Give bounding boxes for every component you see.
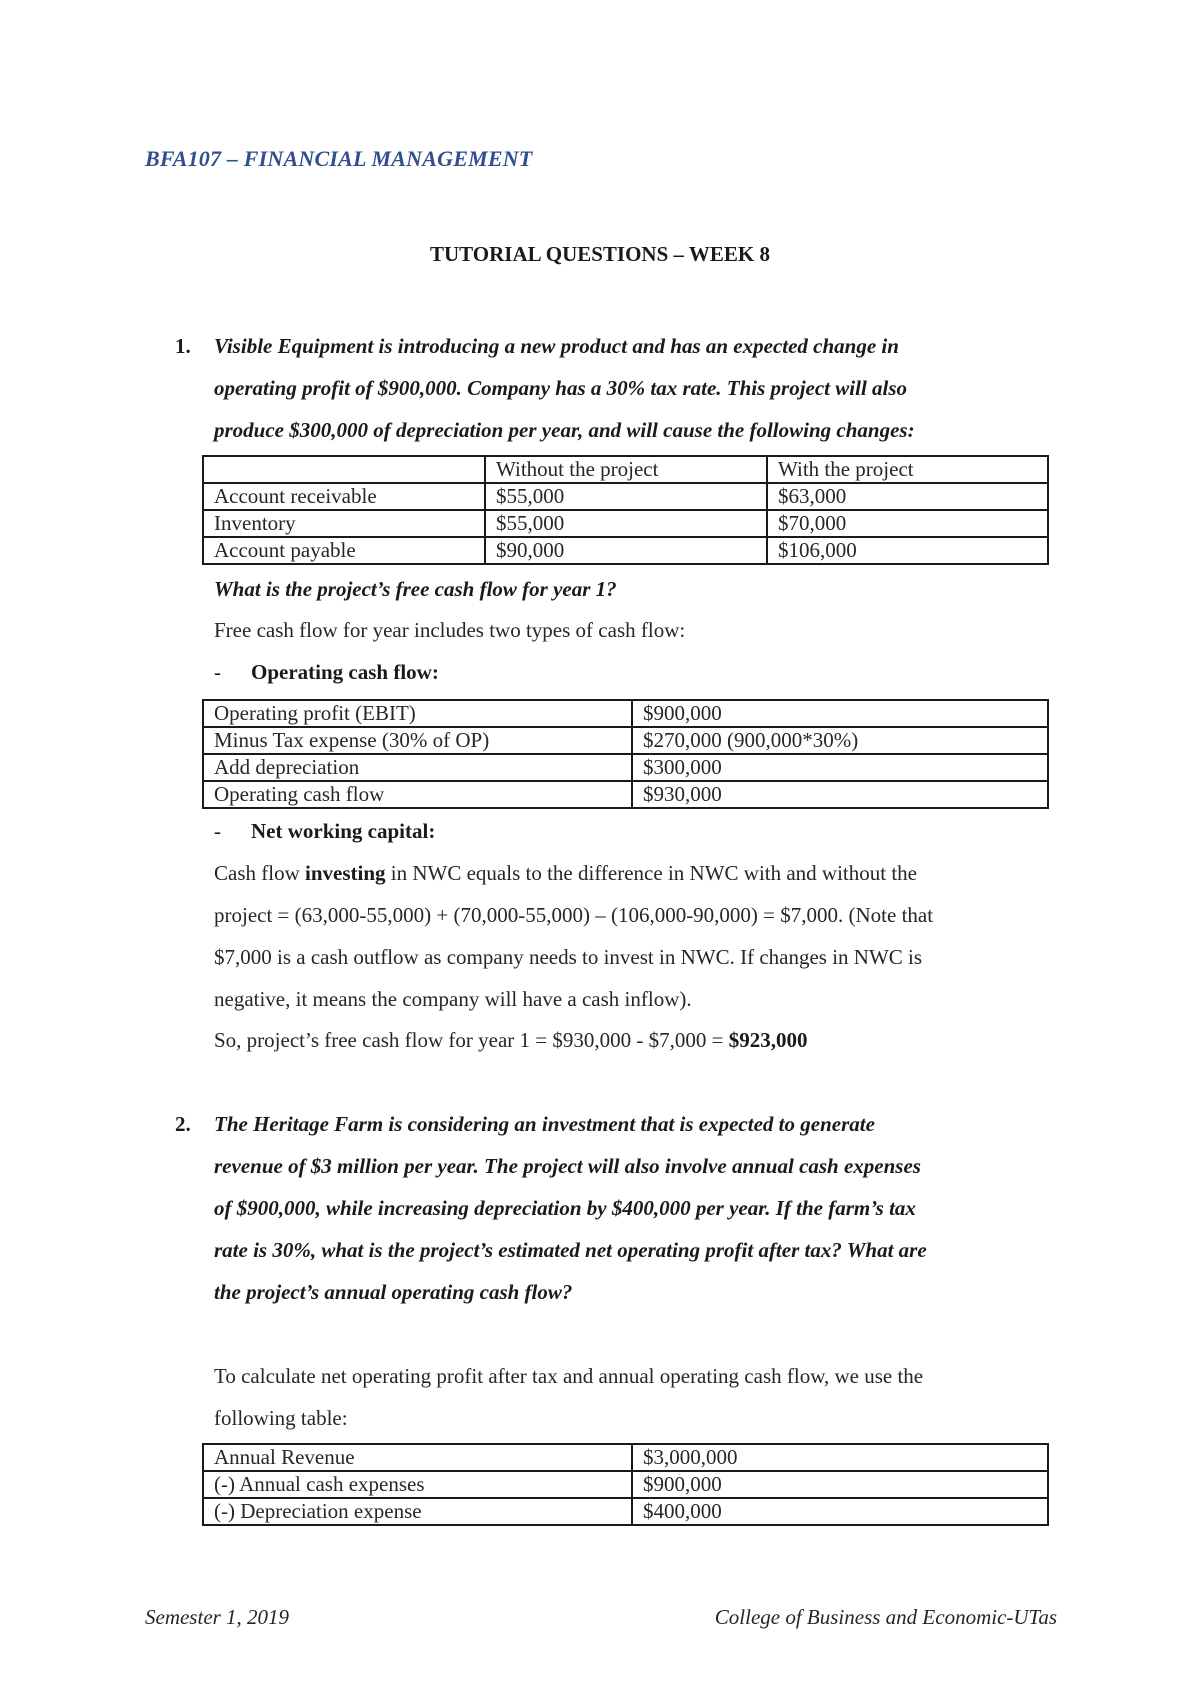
fcf-result: $923,000 bbox=[728, 1028, 808, 1052]
table-row bbox=[203, 754, 1048, 781]
nwc-heading bbox=[214, 819, 435, 844]
question-2-line: of $900,000, while increasing depreciation by $400,000 per year. If the farm’s tax bbox=[214, 1196, 916, 1220]
table-row bbox=[203, 727, 1048, 754]
table-cell: $106,000 bbox=[767, 537, 1048, 564]
text-run: Cash flow bbox=[214, 861, 305, 885]
table-cell: $930,000 bbox=[632, 781, 1048, 808]
table-row bbox=[203, 1444, 1048, 1471]
table-row bbox=[203, 700, 1048, 727]
table-cell: (-) Annual cash expenses bbox=[203, 1471, 632, 1498]
bullet-dash: - bbox=[214, 660, 221, 684]
question-2-line: the project’s annual operating cash flow? bbox=[214, 1280, 573, 1304]
table-cell bbox=[203, 456, 485, 483]
table-cell: $70,000 bbox=[767, 510, 1048, 537]
nwc-paragraph-line: negative, it means the company will have a cash inflow). bbox=[214, 987, 692, 1011]
table-cell: $55,000 bbox=[485, 510, 767, 537]
table-cell: $270,000 (900,000*30%) bbox=[632, 727, 1048, 754]
ocf-heading bbox=[214, 660, 439, 685]
table-header-row bbox=[203, 456, 1048, 483]
question-2-line: revenue of $3 million per year. The project will also involve annual cash expenses bbox=[214, 1154, 921, 1178]
table-cell: Account payable bbox=[203, 537, 485, 564]
table-cell: Add depreciation bbox=[203, 754, 632, 781]
table-cell: $900,000 bbox=[632, 1471, 1048, 1498]
question-2-line: The Heritage Farm is considering an investment that is expected to generate bbox=[214, 1112, 875, 1136]
question-2-number: 2. bbox=[175, 1112, 191, 1136]
table-cell: Without the project bbox=[485, 456, 767, 483]
table-cell: Account receivable bbox=[203, 483, 485, 510]
fcf-conclusion bbox=[214, 1028, 807, 1053]
fcf-intro: Free cash flow for year includes two types of cash flow: bbox=[214, 618, 686, 642]
revenue-expense-table bbox=[202, 1443, 1049, 1526]
nwc-paragraph-line: project = (63,000-55,000) + (70,000-55,000) – (106,000-90,000) = $7,000. (Note that bbox=[214, 903, 934, 927]
bullet-dash: - bbox=[214, 819, 221, 843]
table-cell: $63,000 bbox=[767, 483, 1048, 510]
table-cell: (-) Depreciation expense bbox=[203, 1498, 632, 1525]
footer-college: College of Business and Economic-UTas bbox=[714, 1605, 1057, 1629]
nwc-paragraph-line: $7,000 is a cash outflow as company needs to invest in NWC. If changes in NWC is bbox=[214, 945, 923, 969]
course-title: BFA107 – FINANCIAL MANAGEMENT bbox=[145, 146, 533, 171]
table-cell: $900,000 bbox=[632, 700, 1048, 727]
nwc-heading-text: Net working capital: bbox=[251, 819, 436, 843]
table-cell: With the project bbox=[767, 456, 1048, 483]
question-1-number: 1. bbox=[175, 334, 191, 358]
working-capital-table bbox=[202, 455, 1049, 565]
table-row bbox=[203, 537, 1048, 564]
question-1-line: operating profit of $900,000. Company has a 30% tax rate. This project will also bbox=[214, 376, 908, 400]
table-cell: $300,000 bbox=[632, 754, 1048, 781]
text-run-bold: investing bbox=[305, 861, 386, 885]
question-1-prompt: What is the project’s free cash flow for year 1? bbox=[214, 577, 617, 601]
table-cell: Operating cash flow bbox=[203, 781, 632, 808]
table-row bbox=[203, 781, 1048, 808]
table-cell: $55,000 bbox=[485, 483, 767, 510]
nwc-paragraph-line bbox=[214, 861, 917, 886]
q2-intro-line: following table: bbox=[214, 1406, 348, 1430]
question-2-line: rate is 30%, what is the project’s estimated net operating profit after tax? What are bbox=[214, 1238, 927, 1262]
table-cell: Annual Revenue bbox=[203, 1444, 632, 1471]
ocf-heading-text: Operating cash flow: bbox=[251, 660, 439, 684]
operating-cash-flow-table bbox=[202, 699, 1049, 809]
table-row bbox=[203, 1471, 1048, 1498]
tutorial-title: TUTORIAL QUESTIONS – WEEK 8 bbox=[430, 242, 770, 266]
question-1-line: produce $300,000 of depreciation per year, and will cause the following changes: bbox=[214, 418, 915, 442]
text-run: So, project’s free cash flow for year 1 = $930,000 - $7,000 = bbox=[214, 1028, 729, 1052]
table-row bbox=[203, 1498, 1048, 1525]
table-cell: $400,000 bbox=[632, 1498, 1048, 1525]
table-cell: Minus Tax expense (30% of OP) bbox=[203, 727, 632, 754]
text-run: in NWC equals to the difference in NWC with and without the bbox=[385, 861, 918, 885]
table-row bbox=[203, 483, 1048, 510]
table-cell: $3,000,000 bbox=[632, 1444, 1048, 1471]
table-cell: Operating profit (EBIT) bbox=[203, 700, 632, 727]
table-cell: Inventory bbox=[203, 510, 485, 537]
table-row bbox=[203, 510, 1048, 537]
footer-semester: Semester 1, 2019 bbox=[145, 1605, 290, 1629]
question-1-line: Visible Equipment is introducing a new product and has an expected change in bbox=[214, 334, 899, 358]
table-cell: $90,000 bbox=[485, 537, 767, 564]
q2-intro-line: To calculate net operating profit after tax and annual operating cash flow, we use the bbox=[214, 1364, 924, 1388]
